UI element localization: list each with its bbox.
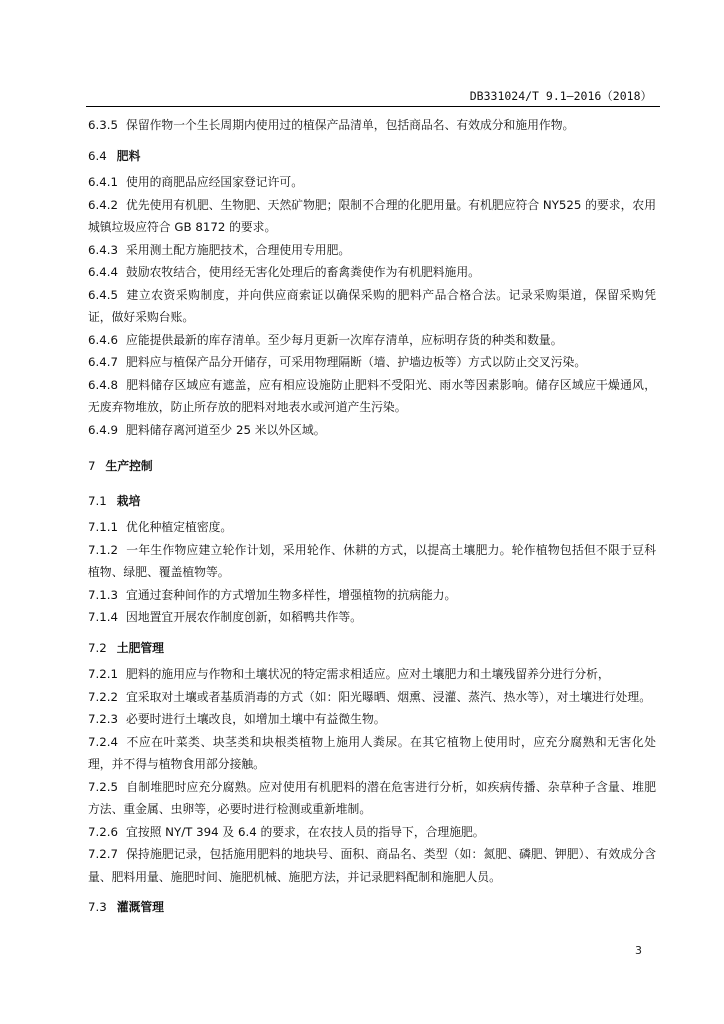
clause-text: 使用的商肥品应经国家登记许可。 <box>126 175 303 189</box>
clause-number: 7 <box>88 459 96 473</box>
clause-text: 优先使用有机肥、生物肥、天然矿物肥；限制不合理的化肥用量。有机肥应符合 NY525 的要求，农用城镇垃圾应符合 GB 8172 的要求。 <box>88 197 656 234</box>
spacer <box>88 441 656 455</box>
heading-text: 生产控制 <box>105 459 153 473</box>
clause-number: 6.4.9 <box>88 422 119 437</box>
clause-number: 6.4.5 <box>88 287 119 302</box>
clause-text: 宜采取对土壤或者基质消毒的方式（如：阳光曝晒、烟熏、浸灌、蒸汽、热水等），对土壤进行处理。 <box>126 689 651 704</box>
clause-text: 不应在叶菜类、块茎类和块根类植物上施用人粪尿。在其它植物上使用时，应充分腐熟和无害化处理，并不得与植物食用部分接触。 <box>88 734 656 771</box>
clause-number: 6.4.7 <box>88 355 119 369</box>
clause-text: 宜通过套种间作的方式增加生物多样性，增强植物的抗病能力。 <box>126 587 457 602</box>
spacer <box>88 629 656 637</box>
clause-paragraph <box>88 516 656 539</box>
clause-text: 保持施肥记录，包括施用肥料的地块号、面积、商品名、类型（如：氮肥、磷肥、钾肥）、有效成分含量、肥料用量、施肥时间、施肥机械、施肥方法，并记录肥料配制和施肥人员。 <box>88 847 656 884</box>
clause-paragraph <box>88 284 656 329</box>
clause-number: 6.4.1 <box>88 175 119 189</box>
clause-number: 7.1 <box>88 493 107 508</box>
clause-text: 肥料储存区域应有遮盖，应有相应设施防止肥料不受阳光、雨水等因素影响。储存区域应干燥通风，无废弃物堆放，防止所存放的肥料对地表水或河道产生污染。 <box>88 377 656 414</box>
clause-text: 因地置宜开展农作制度创新，如稻鸭共作等。 <box>126 610 362 624</box>
section-heading <box>88 637 656 660</box>
clause-paragraph <box>88 708 656 731</box>
clause-text: 鼓励农牧结合，使用经无害化处理后的畜禽粪使作为有机肥料施用。 <box>126 265 480 279</box>
clause-number: 7.2.3 <box>88 712 119 726</box>
section-heading <box>88 145 656 168</box>
section-heading <box>88 490 656 513</box>
clause-paragraph <box>88 261 656 284</box>
document-code: DB331024/T 9.1—2016（2018） <box>469 89 652 103</box>
clause-paragraph <box>88 194 656 239</box>
clause-text: 自制堆肥时应充分腐熟。应对使用有机肥料的潜在危害进行分析，如疾病传播、杂草种子含量、堆肥方法、重金属、虫卵等，必要时进行检测或重新堆制。 <box>88 779 656 816</box>
clause-paragraph <box>88 606 656 629</box>
clause-number: 7.1.3 <box>88 587 119 602</box>
clause-number: 6.3.5 <box>88 118 119 132</box>
clause-number: 7.1.2 <box>88 542 119 557</box>
clause-number: 6.4.6 <box>88 332 119 347</box>
clause-text: 优化种植定植密度。 <box>126 520 233 534</box>
clause-paragraph <box>88 239 656 262</box>
clause-text: 宜按照 NY/T 394 及 6.4 的要求，在农技人员的指导下，合理施肥。 <box>126 824 485 839</box>
section-heading <box>88 896 656 919</box>
clause-paragraph <box>88 351 656 374</box>
clause-paragraph <box>88 584 656 607</box>
clause-number: 7.2.4 <box>88 734 119 749</box>
clause-paragraph <box>88 171 656 194</box>
clause-paragraph <box>88 663 656 686</box>
clause-paragraph <box>88 776 656 821</box>
heading-text: 土肥管理 <box>116 640 164 655</box>
clause-paragraph <box>88 731 656 776</box>
clause-number: 6.4.4 <box>88 265 119 279</box>
clause-text: 一年生作物应建立轮作计划，采用轮作、休耕的方式，以提高土壤肥力。轮作植物包括但不限于豆科植物、绿肥、覆盖植物等。 <box>88 542 656 579</box>
clause-number: 7.2.5 <box>88 779 119 794</box>
document-body <box>88 114 656 923</box>
clause-number: 7.2.1 <box>88 667 119 681</box>
page-number: 3 <box>635 944 642 957</box>
clause-number: 7.2.6 <box>88 824 119 839</box>
clause-text: 采用测土配方施肥技术，合理使用专用肥。 <box>126 242 351 257</box>
heading-text: 栽培 <box>116 493 141 508</box>
clause-paragraph <box>88 374 656 419</box>
clause-number: 6.4.2 <box>88 197 119 212</box>
clause-paragraph <box>88 686 656 709</box>
spacer <box>88 137 656 145</box>
clause-paragraph <box>88 539 656 584</box>
section-heading <box>88 455 656 478</box>
clause-text: 必要时进行土壤改良，如增加土壤中有益微生物。 <box>126 712 386 726</box>
clause-text: 肥料应与植保产品分开储存，可采用物理隔断（墙、护墙边板等）方式以防止交叉污染。 <box>126 355 587 369</box>
clause-number: 7.2.7 <box>88 847 119 861</box>
clause-paragraph <box>88 821 656 844</box>
clause-number: 7.1.4 <box>88 610 119 624</box>
heading-text: 肥料 <box>116 148 141 163</box>
spacer <box>88 888 656 896</box>
clause-text: 建立农资采购制度，并向供应商索证以确保采购的肥料产品合格合法。记录采购渠道，保留采购凭证，做好采购台账。 <box>88 287 656 324</box>
clause-paragraph <box>88 419 656 442</box>
clause-number: 6.4.8 <box>88 377 119 392</box>
clause-text: 肥料的施用应与作物和土壤状况的特定需求相适应。应对土壤肥力和土壤残留养分进行分析， <box>126 667 610 681</box>
clause-number: 6.4 <box>88 148 107 163</box>
clause-number: 7.2 <box>88 640 107 655</box>
clause-paragraph <box>88 329 656 352</box>
clause-paragraph <box>88 114 656 137</box>
clause-paragraph <box>88 843 656 888</box>
clause-number: 7.2.2 <box>88 689 119 704</box>
header-rule <box>86 106 660 107</box>
clause-number: 7.3 <box>88 900 107 914</box>
clause-text: 应能提供最新的库存清单。至少每月更新一次库存清单，应标明存货的种类和数量。 <box>126 332 563 347</box>
spacer <box>88 919 656 923</box>
spacer <box>88 482 656 490</box>
clause-text: 保留作物一个生长周期内使用过的植保产品清单，包括商品名、有效成分和施用作物。 <box>126 118 575 132</box>
clause-text: 肥料储存离河道至少 25 米以外区域。 <box>126 422 326 437</box>
heading-text: 灌溉管理 <box>116 900 164 914</box>
clause-number: 7.1.1 <box>88 520 119 534</box>
clause-number: 6.4.3 <box>88 242 119 257</box>
